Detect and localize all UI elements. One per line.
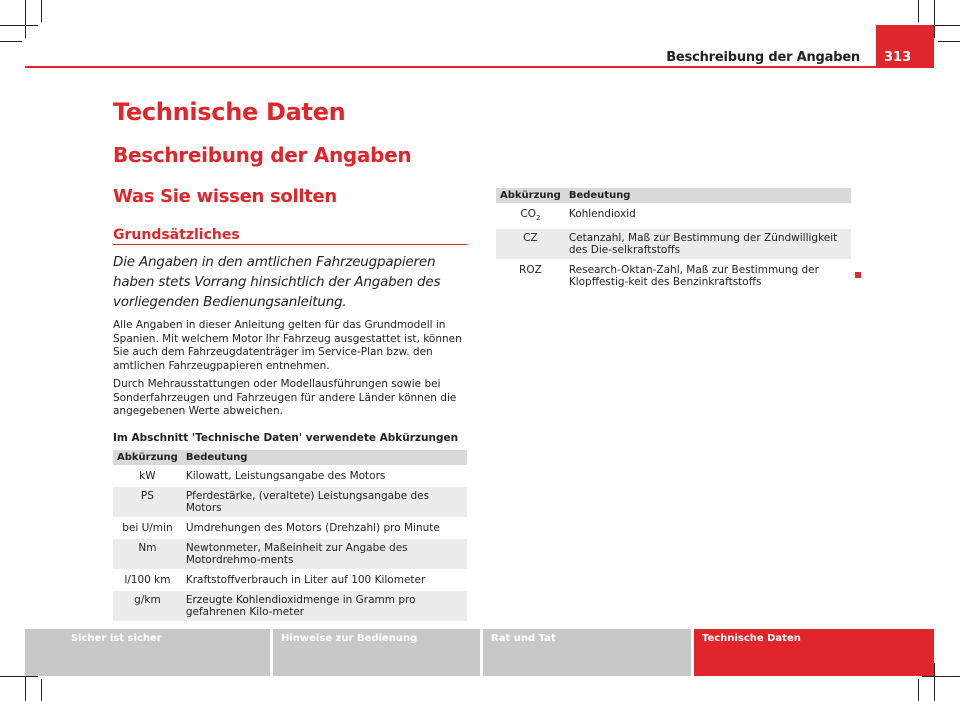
table-row — [113, 486, 467, 518]
page-number: 313 — [884, 50, 912, 65]
abbreviation-table-right — [496, 188, 851, 291]
topic-title: Grundsätzliches — [113, 227, 240, 243]
crop-mark — [938, 41, 960, 42]
abbr-cell: g/km — [113, 590, 182, 621]
footer-tab-label: Technische Daten — [702, 633, 801, 644]
meaning-cell: Kohlendioxid — [565, 204, 851, 228]
table-row — [113, 590, 467, 621]
meaning-cell: Newtonmeter, Maßeinheit zur Angabe des Motordrehmo-ments — [182, 538, 467, 570]
meaning-cell: Pferdestärke, (veraltete) Leistungsangabe des Motors — [182, 486, 467, 518]
table-row — [496, 260, 851, 291]
table-header-row — [496, 188, 851, 204]
footer-tab-label: Rat und Tat — [491, 633, 556, 644]
footer-tab-label: Hinweise zur Bedienung — [281, 633, 418, 644]
meaning-cell: Kilowatt, Leistungsangabe des Motors — [182, 466, 467, 486]
subsection-title: Was Sie wissen sollten — [113, 186, 337, 207]
crop-mark — [922, 676, 960, 677]
column-header: Bedeutung — [182, 450, 467, 466]
table-heading: Im Abschnitt 'Technische Daten' verwendete Abkürzungen — [113, 432, 459, 444]
column-header: Bedeutung — [565, 188, 851, 204]
footer-tab-rat[interactable] — [483, 629, 691, 676]
abbreviation-table-left — [113, 450, 467, 621]
intro-text: Die Angaben in den amtlichen Fahrzeugpapieren haben stets Vorrang hinsichtlich der Angaben des vorliegenden Bedienungsanleitung. — [113, 254, 441, 310]
chapter-title: Technische Daten — [113, 98, 346, 126]
footer-tab-sicher[interactable] — [25, 629, 270, 676]
abbr-cell: kW — [113, 466, 182, 486]
crop-mark — [0, 25, 38, 26]
crop-mark — [918, 679, 919, 701]
meaning-cell: Umdrehungen des Motors (Drehzahl) pro Minute — [182, 518, 467, 538]
table-row — [113, 570, 467, 590]
crop-mark — [0, 41, 22, 42]
abbr-cell: ROZ — [496, 260, 565, 291]
table-row — [113, 518, 467, 538]
abbr-cell: Nm — [113, 538, 182, 570]
crop-mark — [41, 679, 42, 701]
footer-tab-label: Sicher ist sicher — [71, 633, 162, 644]
table-row — [496, 228, 851, 260]
crop-mark — [934, 0, 935, 38]
table-row — [113, 466, 467, 486]
table-row — [496, 204, 851, 228]
meaning-cell: Research-Oktan-Zahl, Maß zur Bestimmung der Klopffestig-keit des Benzinkraftstoffs — [565, 260, 851, 291]
meaning-cell: Cetanzahl, Maß zur Bestimmung der Zündwilligkeit des Die-selkraftstoffs — [565, 228, 851, 260]
crop-mark — [0, 676, 38, 677]
body-paragraph: Alle Angaben in dieser Anleitung gelten für das Grundmodell in Spanien. Mit welchem Motor Ihr Fahrzeug ausgestattet ist, können Sie auch dem Fahrzeugdatenträger im Service-Plan bzw. den amtlichen Fahrzeugpapieren entnehmen. — [113, 319, 462, 372]
meaning-cell: Kraftstoffverbrauch in Liter auf 100 Kilometer — [182, 570, 467, 590]
column-header: Abkürzung — [496, 188, 565, 204]
crop-mark — [41, 0, 42, 22]
abbr-cell: PS — [113, 486, 182, 518]
footer-tab-technische-daten[interactable] — [694, 629, 934, 676]
meaning-cell: Erzeugte Kohlendioxidmenge in Gramm pro gefahrenen Kilo-meter — [182, 590, 467, 621]
abbr-cell: bei U/min — [113, 518, 182, 538]
section-end-marker — [855, 272, 861, 278]
crop-mark — [934, 663, 935, 701]
table-header-row — [113, 450, 467, 466]
footer-tab-hinweise[interactable] — [273, 629, 480, 676]
crop-mark — [25, 0, 26, 38]
column-header: Abkürzung — [113, 450, 182, 466]
table-row — [113, 538, 467, 570]
abbr-cell: CZ — [496, 228, 565, 260]
crop-mark — [918, 0, 919, 22]
body-paragraph: Durch Mehrausstattungen oder Modellausführungen sowie bei Sonderfahrzeugen und Fahrzeugen für andere Länder können die angegebenen Werte abweichen. — [113, 378, 457, 417]
abbr-cell: l/100 km — [113, 570, 182, 590]
header-rule — [25, 66, 933, 68]
section-title: Beschreibung der Angaben — [113, 143, 412, 167]
topic-rule — [113, 244, 467, 245]
running-header: Beschreibung der Angaben — [666, 50, 860, 65]
abbr-cell: $CO_2$ — [496, 204, 565, 228]
